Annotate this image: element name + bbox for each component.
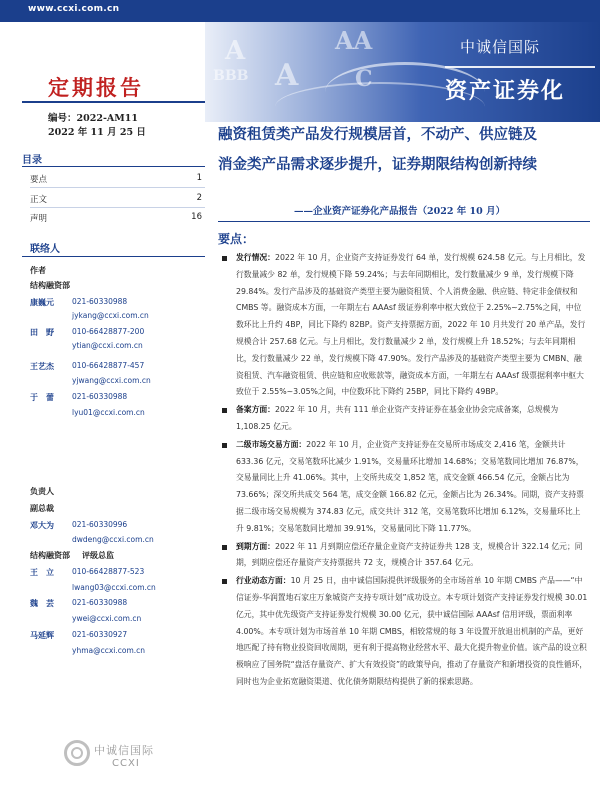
author-email[interactable]: ytian@ccxi.com.cn xyxy=(72,341,143,350)
rating-title-label: 评级总监 xyxy=(82,551,114,560)
toc-item-page: 1 xyxy=(196,173,202,183)
report-number: 编号：2022-AM11 xyxy=(48,113,138,124)
toc-heading: 目录 xyxy=(22,155,42,166)
report-divider xyxy=(22,101,205,103)
author-name: 田 野 xyxy=(30,328,54,337)
leaders-label: 负责人 xyxy=(30,487,54,496)
highlight-heading: 二级市场交易方面： xyxy=(236,439,307,449)
vp-name: 邓大为 xyxy=(30,521,54,530)
website-url[interactable]: www.ccxi.com.cn xyxy=(28,4,120,14)
author-phone: 010-66428877-457 xyxy=(72,361,145,370)
author-phone: 010-66428877-200 xyxy=(72,327,145,336)
highlight-text: 2022 年 10 月，共有 111 单企业资产支持证券在基金业协会完成备案，总规模为 1,108.25 亿元。 xyxy=(236,405,559,431)
highlight-text: 10 月 25 日，由中诚信国际提供评级服务的全市场首单 10 年期 CMBS 产品——“中信证券-华润置地石家庄万象城资产支持专项计划”成功设立。本专项计划资产支持证券发行规模 30.01 亿元，其中优先级资产支持证券发行规模 30.00 亿元，获中诚信国际 AAAsf 信用评级，票面利率 4.00%。本专项计划为市场首单 10 年期 CMBS，相较常规的每 3 年设置开放退出机制的产品，更好地匹配了持有物业投资回收周期，更有利于提高物业经营水平、最大化提升物业价值。该产品的设立积极响应了国务院“盘活存量资产、扩大有效投资”的政策导向，推动了存量资产和新增投资的良性循环，同时也为企业拓宽融资渠道、优化债务期限结构提供了新的探索思路。 xyxy=(236,576,588,686)
bullet-square-icon xyxy=(222,256,227,261)
title-divider xyxy=(218,221,590,222)
logo-mark-icon xyxy=(71,747,83,759)
report-date: 2022 年 11 月 25 日 xyxy=(48,127,146,138)
director-email[interactable]: yhma@ccxi.com.cn xyxy=(72,646,146,655)
report-title-line2: 消金类产品需求逐步提升，证券期限结构创新持续 xyxy=(218,156,537,173)
contacts-divider xyxy=(22,256,205,257)
toc-item[interactable] xyxy=(30,173,202,185)
bullet-square-icon xyxy=(222,443,227,448)
author-phone: 021-60330988 xyxy=(72,392,128,401)
author-name: 康巍元 xyxy=(30,298,54,307)
contacts-heading: 联络人 xyxy=(30,244,60,255)
director-phone: 010-66428877-523 xyxy=(72,567,145,576)
highlight-text: 2022 年 11 月到期应偿还存量企业资产支持证券共 128 支，规模合计 322.14 亿元；同期，到期应偿还存量资产支持票据共 72 支，规模合计 357.64 亿元。 xyxy=(236,541,583,568)
authors-label: 作者 xyxy=(30,266,46,275)
director-phone: 021-60330927 xyxy=(72,630,128,639)
report-type: 定期报告 xyxy=(48,75,144,100)
brand-name: 中诚信国际 xyxy=(460,38,541,56)
banner-letter: C xyxy=(355,66,373,92)
team-label: 结构融资部 xyxy=(30,281,70,290)
toc-divider xyxy=(22,166,205,167)
report-subtitle: ——企业资产证券化产品报告（2022 年 10 月） xyxy=(294,206,506,217)
toc-item-page: 16 xyxy=(191,212,202,222)
toc-item-label: 声明 xyxy=(30,214,48,224)
product-title: 资产证券化 xyxy=(445,78,566,104)
highlight-heading: 备案方面： xyxy=(236,405,275,415)
highlight-text: 2022 年 10 月，企业资产支持证券发行 64 单，发行规模 624.58 亿元。与上月相比，发行数量减少 82 单，发行规模下降 59.24%；与去年同期相比，发行数量减少 9 单，发行规模下降 29.84%。发行产品涉及的基础资产类型主要为融资租赁、个人消费金融、供应链、特定非金债权和 CMBS 等。融资成本方面，一年期左右 AAAsf 级证券利率中枢大致位于 2.25%~2.75%之间，中位数环比上升约 4BP，同比下降约 82BP。资产支持票据方面，2022 年 10 月共发行 20 单产品，发行规模合计 257.68 亿元。与上月相比，发行数量减少 2 单，发行规模上升 18.52%；与去年同期相比，发行数量减少 22 单，发行规模下降 47.90%。发行产品涉及的基础资产类型主要为 CMBN、融资租赁、汽车融资租赁、供应链和应收账款等，融资成本方面，一年期左右 AAAsf 级票据利率中枢大致位于 2.55%~3.05%之间，中位数环比下降约 25BP，同比下降约 49BP。 xyxy=(236,253,586,397)
brand-divider xyxy=(445,66,595,68)
author-email[interactable]: lyu01@ccxi.com.cn xyxy=(72,408,145,417)
highlight-item xyxy=(220,573,588,691)
director-name: 马延辉 xyxy=(30,631,54,640)
director-phone: 021-60330988 xyxy=(72,598,128,607)
report-title-line1: 融资租赁类产品发行规模居首，不动产、供应链及 xyxy=(218,126,537,143)
banner-letter: AA xyxy=(335,26,373,55)
company-logo xyxy=(64,736,164,776)
banner-letter: A xyxy=(225,36,246,66)
rating-dept-label: 结构融资部 xyxy=(30,551,70,560)
highlights-list xyxy=(220,250,588,692)
bullet-square-icon xyxy=(222,579,227,584)
highlight-heading: 到期方面： xyxy=(236,541,275,551)
highlight-text: 2022 年 10 月，企业资产支持证券在交易所市场成交 2,416 笔，金额共计 633.36 亿元，交易笔数环比减少 1.91%，交易量环比增加 14.68%；交易笔数同比增加 76.87%，交易量同比上升 41.06%。其中，上交所共成交 1,852 笔，成交金额 466.54 亿元，金额占比为 73.66%；深交所共成交 564 笔，成交金额 166.82 亿元，金额占比为 26.34%。同期，资产支持票据二级市场交易规模为 374.83 亿元，成交共计 312 笔，交易笔数环比增加 6.12%，交易量环比上升 9.81%；交易笔数同比增加 39.91%，交易量同比下降 11.77%。 xyxy=(236,439,584,533)
vp-phone: 021-60330996 xyxy=(72,520,128,529)
vp-label: 副总裁 xyxy=(30,504,54,513)
author-phone: 021-60330988 xyxy=(72,297,128,306)
toc-item-label: 正文 xyxy=(30,195,48,205)
director-email[interactable]: lwang03@ccxi.com.cn xyxy=(72,583,156,592)
toc-divider xyxy=(30,207,205,208)
logo-text-en: CCXI xyxy=(112,758,140,769)
toc-item-page: 2 xyxy=(196,193,202,203)
director-name: 王 立 xyxy=(30,568,54,577)
highlight-heading: 发行情况： xyxy=(236,253,275,262)
highlight-item xyxy=(220,539,588,573)
toc-item-label: 要点 xyxy=(30,175,48,185)
logo-text-cn: 中诚信国际 xyxy=(94,744,154,757)
director-name: 魏 芸 xyxy=(30,599,54,608)
vp-email[interactable]: dwdeng@ccxi.com.cn xyxy=(72,535,154,544)
toc-item[interactable] xyxy=(30,212,202,224)
director-email[interactable]: ywei@ccxi.com.cn xyxy=(72,614,142,623)
bullet-square-icon xyxy=(222,545,227,550)
header-banner xyxy=(205,22,600,122)
highlight-item xyxy=(220,250,588,401)
highlight-item xyxy=(220,437,588,538)
banner-letter: BBB xyxy=(213,68,249,84)
top-bar xyxy=(0,0,600,22)
author-name: 于 蕾 xyxy=(30,393,54,402)
author-email[interactable]: jykang@ccxi.com.cn xyxy=(72,311,149,320)
author-name: 王艺杰 xyxy=(30,362,54,371)
banner-letter: A xyxy=(275,58,299,93)
highlight-item xyxy=(220,402,588,436)
author-email[interactable]: yjwang@ccxi.com.cn xyxy=(72,376,151,385)
section-heading: 要点： xyxy=(218,232,255,246)
bullet-square-icon xyxy=(222,408,227,413)
highlight-heading: 行业动态方面： xyxy=(236,576,291,586)
toc-divider xyxy=(30,187,205,188)
toc-item[interactable] xyxy=(30,193,202,205)
